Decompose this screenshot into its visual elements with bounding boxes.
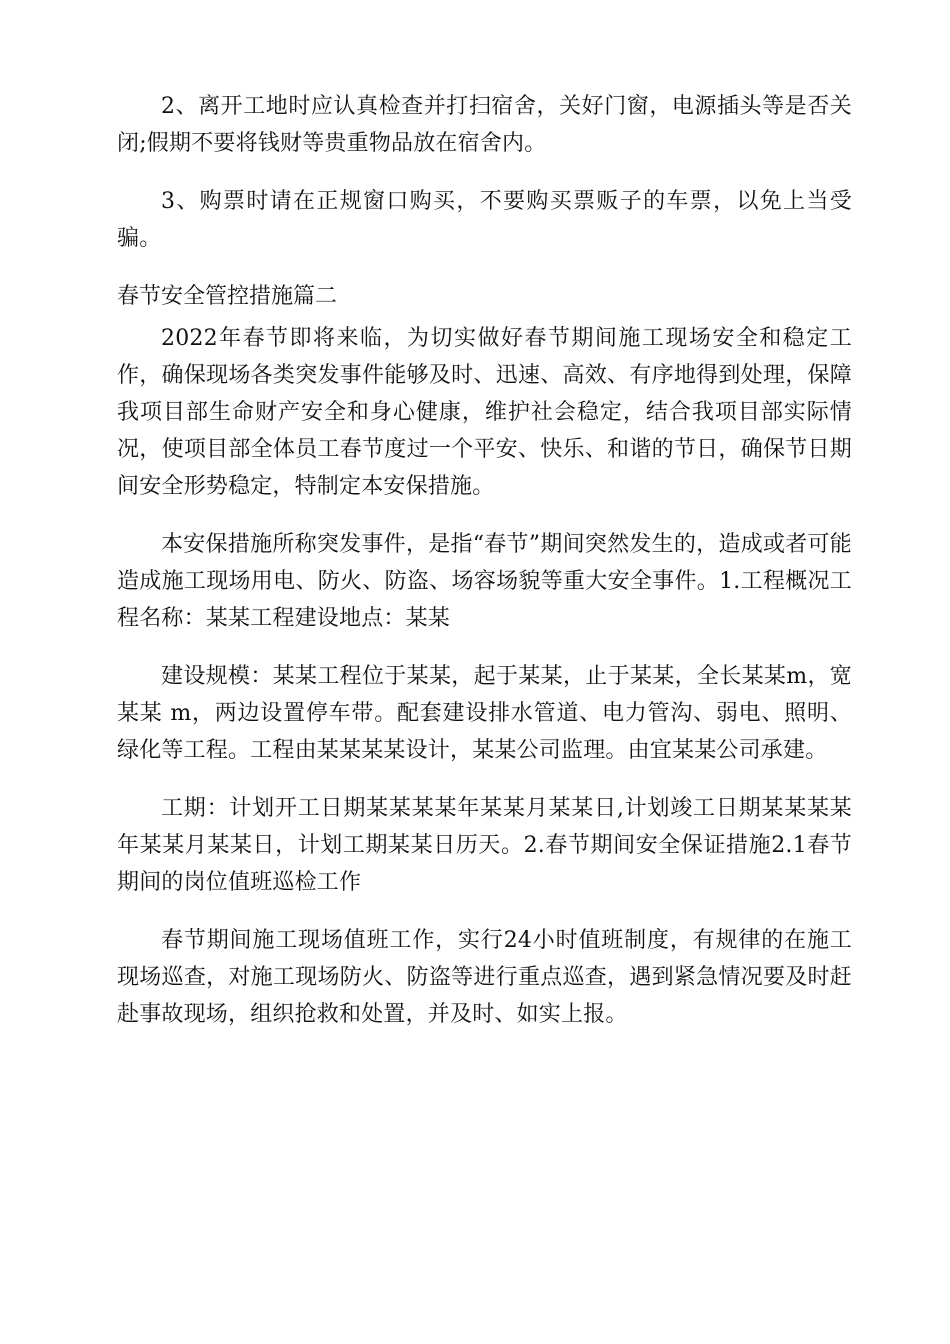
paragraph-leave-site-check: 2、离开工地时应认真检查并打扫宿舍，关好门窗，电源插头等是否关闭;假期不要将钱财等贵重物品放在宿舍内。 <box>117 94 852 156</box>
paragraph-introduction: 2022年春节即将来临，为切实做好春节期间施工现场安全和稳定工作，确保现场各类突发事件能够及时、迅速、高效、有序地得到处理，保障我项目部生命财产安全和身心健康，维护社会稳定，结合我项目部实际情况，使项目部全体员工春节度过一个平安、快乐、和谐的节日，确保节日期间安全形势稳定，特制定本安保措施。 <box>117 326 852 499</box>
section-heading: 春节安全管控措施篇二 <box>117 284 338 309</box>
paragraph-ticket-purchase: 3、购票时请在正规窗口购买，不要购买票贩子的车票，以免上当受骗。 <box>117 189 852 251</box>
paragraph-duty-patrol: 春节期间施工现场值班工作，实行24小时值班制度，有规律的在施工现场巡查，对施工现场防火、防盗等进行重点巡查，遇到紧急情况要及时赶赴事故现场，组织抢救和处置，并及时、如实上报。 <box>117 928 852 1027</box>
paragraph-emergency-definition: 本安保措施所称突发事件，是指“春节”期间突然发生的，造成或者可能造成施工现场用电、防火、防盗、场容场貌等重大安全事件。1.工程概况工程名称：某某工程建设地点：某某 <box>117 532 852 631</box>
paragraph-schedule: 工期：计划开工日期某某某某年某某月某某日,计划竣工日期某某某某年某某月某某日，计划工期某某日历天。2.春节期间安全保证措施2.1春节期间的岗位值班巡检工作 <box>117 796 852 895</box>
document-page <box>117 88 852 1054</box>
paragraph-construction-scale: 建设规模：某某工程位于某某，起于某某，止于某某，全长某某m，宽某某 m，两边设置停车带。配套建设排水管道、电力管沟、弱电、照明、绿化等工程。工程由某某某某设计，某某公司监理。由宜某某公司承建。 <box>117 664 852 763</box>
